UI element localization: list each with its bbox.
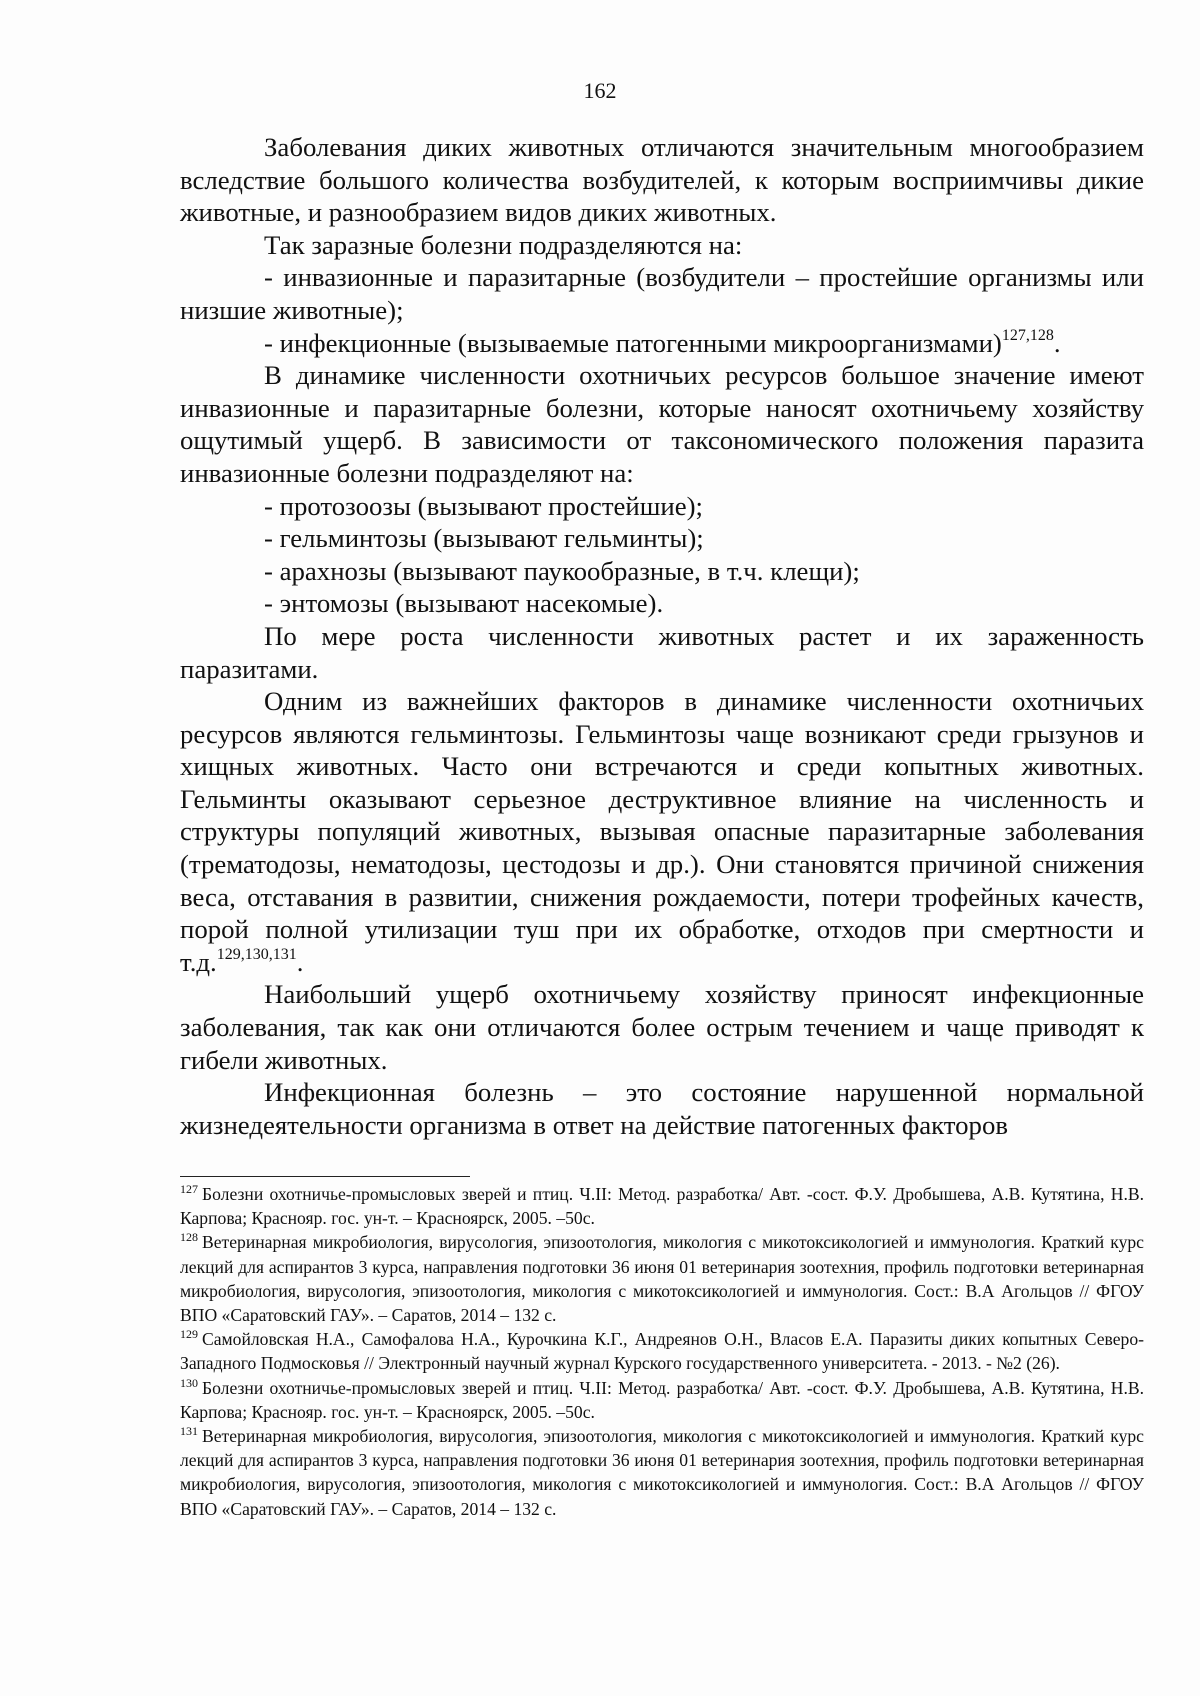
paragraph: Так заразные болезни подразделяются на: (264, 229, 743, 260)
footnote: $^{130}$ Болезни охотничье-промысловых зверей и птиц. Ч.II: Метод. разработка/ Авт. -сост. Ф.У. Дробышева, А.В. Кутятина, Н.В. Карпова; Краснояр. гос. ун-т. – Красноярск, 2005. –50с. (180, 1375, 1144, 1422)
list-item: - инвазионные и паразитарные (возбудители – простейшие организмы или низшие животные); (180, 262, 1144, 325)
page-number: 162 (583, 78, 617, 103)
footnote-number: 128 (180, 1230, 198, 1245)
footnote: $^{128}$ Ветеринарная микробиология, вирусология, эпизоотология, микология с микотоксикологией и иммунология. Краткий курс лекций для аспирантов 3 курса, направления подготовки 36 июня 01 ветеринария зоотехния, профиль подготовки ветеринарная микробиология, вирусология, эпизоотология, микология с микотоксикологией и иммунология. Сост.: В.А Агольцов // ФГОУ ВПО «Саратовский ГАУ». – Саратов, 2014 – 132 с. (180, 1230, 1144, 1326)
paragraph: Инфекционная болезнь – это состояние нарушенной нормальной жизнедеятельности организма в ответ на действие патогенных факторов (180, 1077, 1144, 1140)
paragraph: Наибольший ущерб охотничьему хозяйству приносят инфекционные заболевания, так как они отличаются более острым течением и чаще приводят к гибели животных. (180, 979, 1144, 1075)
footnotes (180, 1182, 1144, 1521)
list-item: - инфекционные (вызываемые патогенными микроорганизмами)$^{127,128}$. (264, 326, 1061, 358)
footnote-number: 129 (180, 1327, 198, 1342)
footnote-ref[interactable]: 127,128 (1001, 326, 1054, 344)
footnote-number: 130 (180, 1375, 198, 1390)
paragraph: По мере роста численности животных растет и их зараженность паразитами. (180, 620, 1144, 684)
paragraph: Заболевания диких животных отличаются значительным многообразием вследствие большого количества возбудителей, к которым восприимчивы дикие животные, и разнообразием видов диких животных. (180, 132, 1144, 228)
footnote: $^{127}$ Болезни охотничье-промысловых зверей и птиц. Ч.II: Метод. разработка/ Авт. -сост. Ф.У. Дробышева, А.В. Кутятина, Н.В. Карпова; Краснояр. гос. ун-т. – Красноярск, 2005. –50с. (180, 1182, 1144, 1229)
footnote: $^{129}$ Самойловская Н.А., Самофалова Н.А., Курочкина К.Г., Андреянов О.Н., Власов Е.А. Паразиты диких копытных Северо-Западного Подмосковья // Электронный научный журнал Курского государственного университета. - 2013. - №2 (26). (180, 1327, 1144, 1374)
paragraph: Одним из важнейших факторов в динамике численности охотничьих ресурсов являются гельминтозы. Гельминтозы чаще возникают среди грызунов и хищных животных. Часто они встречаются и среди копытных животных. Гельминты оказывают серьезное деструктивное влияние на численность и структуры популяций животных, вызывая опасные паразитарные заболевания (трематодозы, нематодозы, цестодозы и др.). Они становятся причиной снижения веса, отставания в развитии, снижения рождаемости, потери трофейных качеств, порой полной утилизации туш при их обработке, отходов при смертности и т.д.$^{129,130,131}$. (180, 686, 1144, 977)
footnote-number: 127 (180, 1182, 198, 1196)
paragraph: В динамике численности охотничьих ресурсов большое значение имеют инвазионные и паразитарные болезни, которые наносят охотничьему хозяйству ощутимый ущерб. В зависимости от таксономического положения паразита инвазионные болезни подразделяют на: (180, 360, 1144, 488)
body-text (180, 131, 1144, 1141)
footnote-ref[interactable]: 129,130,131 (216, 945, 297, 963)
list-item: - энтомозы (вызывают насекомые). (264, 588, 664, 619)
footnote-divider (180, 1176, 470, 1177)
footnote-number: 131 (180, 1424, 198, 1439)
list-item: - арахнозы (вызывают паукообразные, в т.ч. клещи); (264, 555, 860, 586)
list-item: - протозоозы (вызывают простейшие); (264, 490, 703, 521)
list-item: - гельминтозы (вызывают гельминты); (264, 523, 704, 554)
footnote: $^{131}$ Ветеринарная микробиология, вирусология, эпизоотология, микология с микотоксикологией и иммунология. Краткий курс лекций для аспирантов 3 курса, направления подготовки 36 июня 01 ветеринария зоотехния, профиль подготовки ветеринарная микробиология, вирусология, эпизоотология, микология с микотоксикологией и иммунология. Сост.: В.А Агольцов // ФГОУ ВПО «Саратовский ГАУ». – Саратов, 2014 – 132 с. (180, 1424, 1144, 1519)
